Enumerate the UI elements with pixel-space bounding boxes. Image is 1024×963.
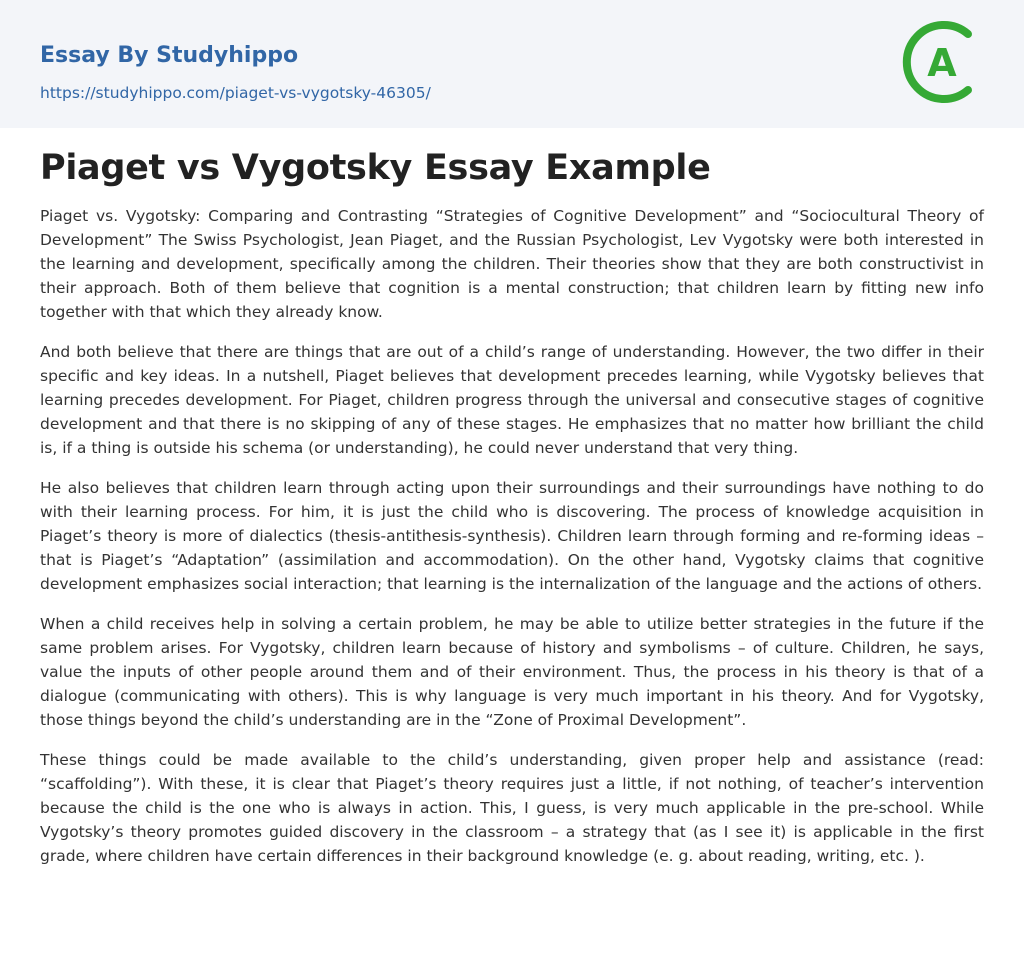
source-link[interactable]: https://studyhippo.com/piaget-vs-vygotsky-46305/ [40,84,431,102]
paragraph-2: And both believe that there are things that are out of a child’s range of understanding. However, the two differ in their specific and key ideas. In a nutshell, Piaget believes that development precedes learning, while Vygotsky believes that learning precedes development. For Piaget, children progress through the universal and consecutive stages of cognitive development and that there is no skipping of any of these stages. He emphasizes that no matter how brilliant the child is, if a thing is outside his schema (or understanding), he could never understand that very thing. [40,343,984,457]
article [0,146,1024,868]
site-brand[interactable]: Essay By Studyhippo [40,43,299,68]
logo-letter: A [927,41,957,85]
page-title: Piaget vs Vygotsky Essay Example [40,148,711,188]
studyhippo-logo-icon[interactable] [900,20,984,104]
paragraph-3: He also believes that children learn through acting upon their surroundings and their surroundings have nothing to do with their learning process. For him, it is just the child who is discovering. The process of knowledge acquisition in Piaget’s theory is more of dialectics (thesis-antithesis-synthesis). Children learn through forming and re-forming ideas – that is Piaget’s “Adaptation” (assimilation and accommodation). On the other hand, Vygotsky claims that cognitive development emphasizes social interaction; that learning is the internalization of the language and the actions of others. [40,479,984,593]
paragraph-5: These things could be made available to the child’s understanding, given proper help and assistance (read: “scaffolding”). With these, it is clear that Piaget’s theory requires just a little, if not nothing, of teacher’s intervention because the child is the one who is always in action. This, I guess, is very much applicable in the pre-school. While Vygotsky’s theory promotes guided discovery in the classroom – a strategy that (as I see it) is applicable in the first grade, where children have certain differences in their background knowledge (e. g. about reading, writing, etc. ). [40,751,984,865]
site-header [0,0,1024,128]
paragraph-1: Piaget vs. Vygotsky: Comparing and Contrasting “Strategies of Cognitive Development” and “Sociocultural Theory of Development” The Swiss Psychologist, Jean Piaget, and the Russian Psychologist, Lev Vygotsky were both interested in the learning and development, specifically among the children. Their theories show that they are both constructivist in their approach. Both of them believe that cognition is a mental construction; that children learn by fitting new info together with that which they already know. [40,207,984,321]
paragraph-4: When a child receives help in solving a certain problem, he may be able to utilize better strategies in the future if the same problem arises. For Vygotsky, children learn because of history and symbolisms – of culture. Children, he says, value the inputs of other people around them and of their environment. Thus, the process in his theory is that of a dialogue (communicating with others). This is why language is very much important in his theory. And for Vygotsky, those things beyond the child’s understanding are in the “Zone of Proximal Development”. [40,615,984,729]
